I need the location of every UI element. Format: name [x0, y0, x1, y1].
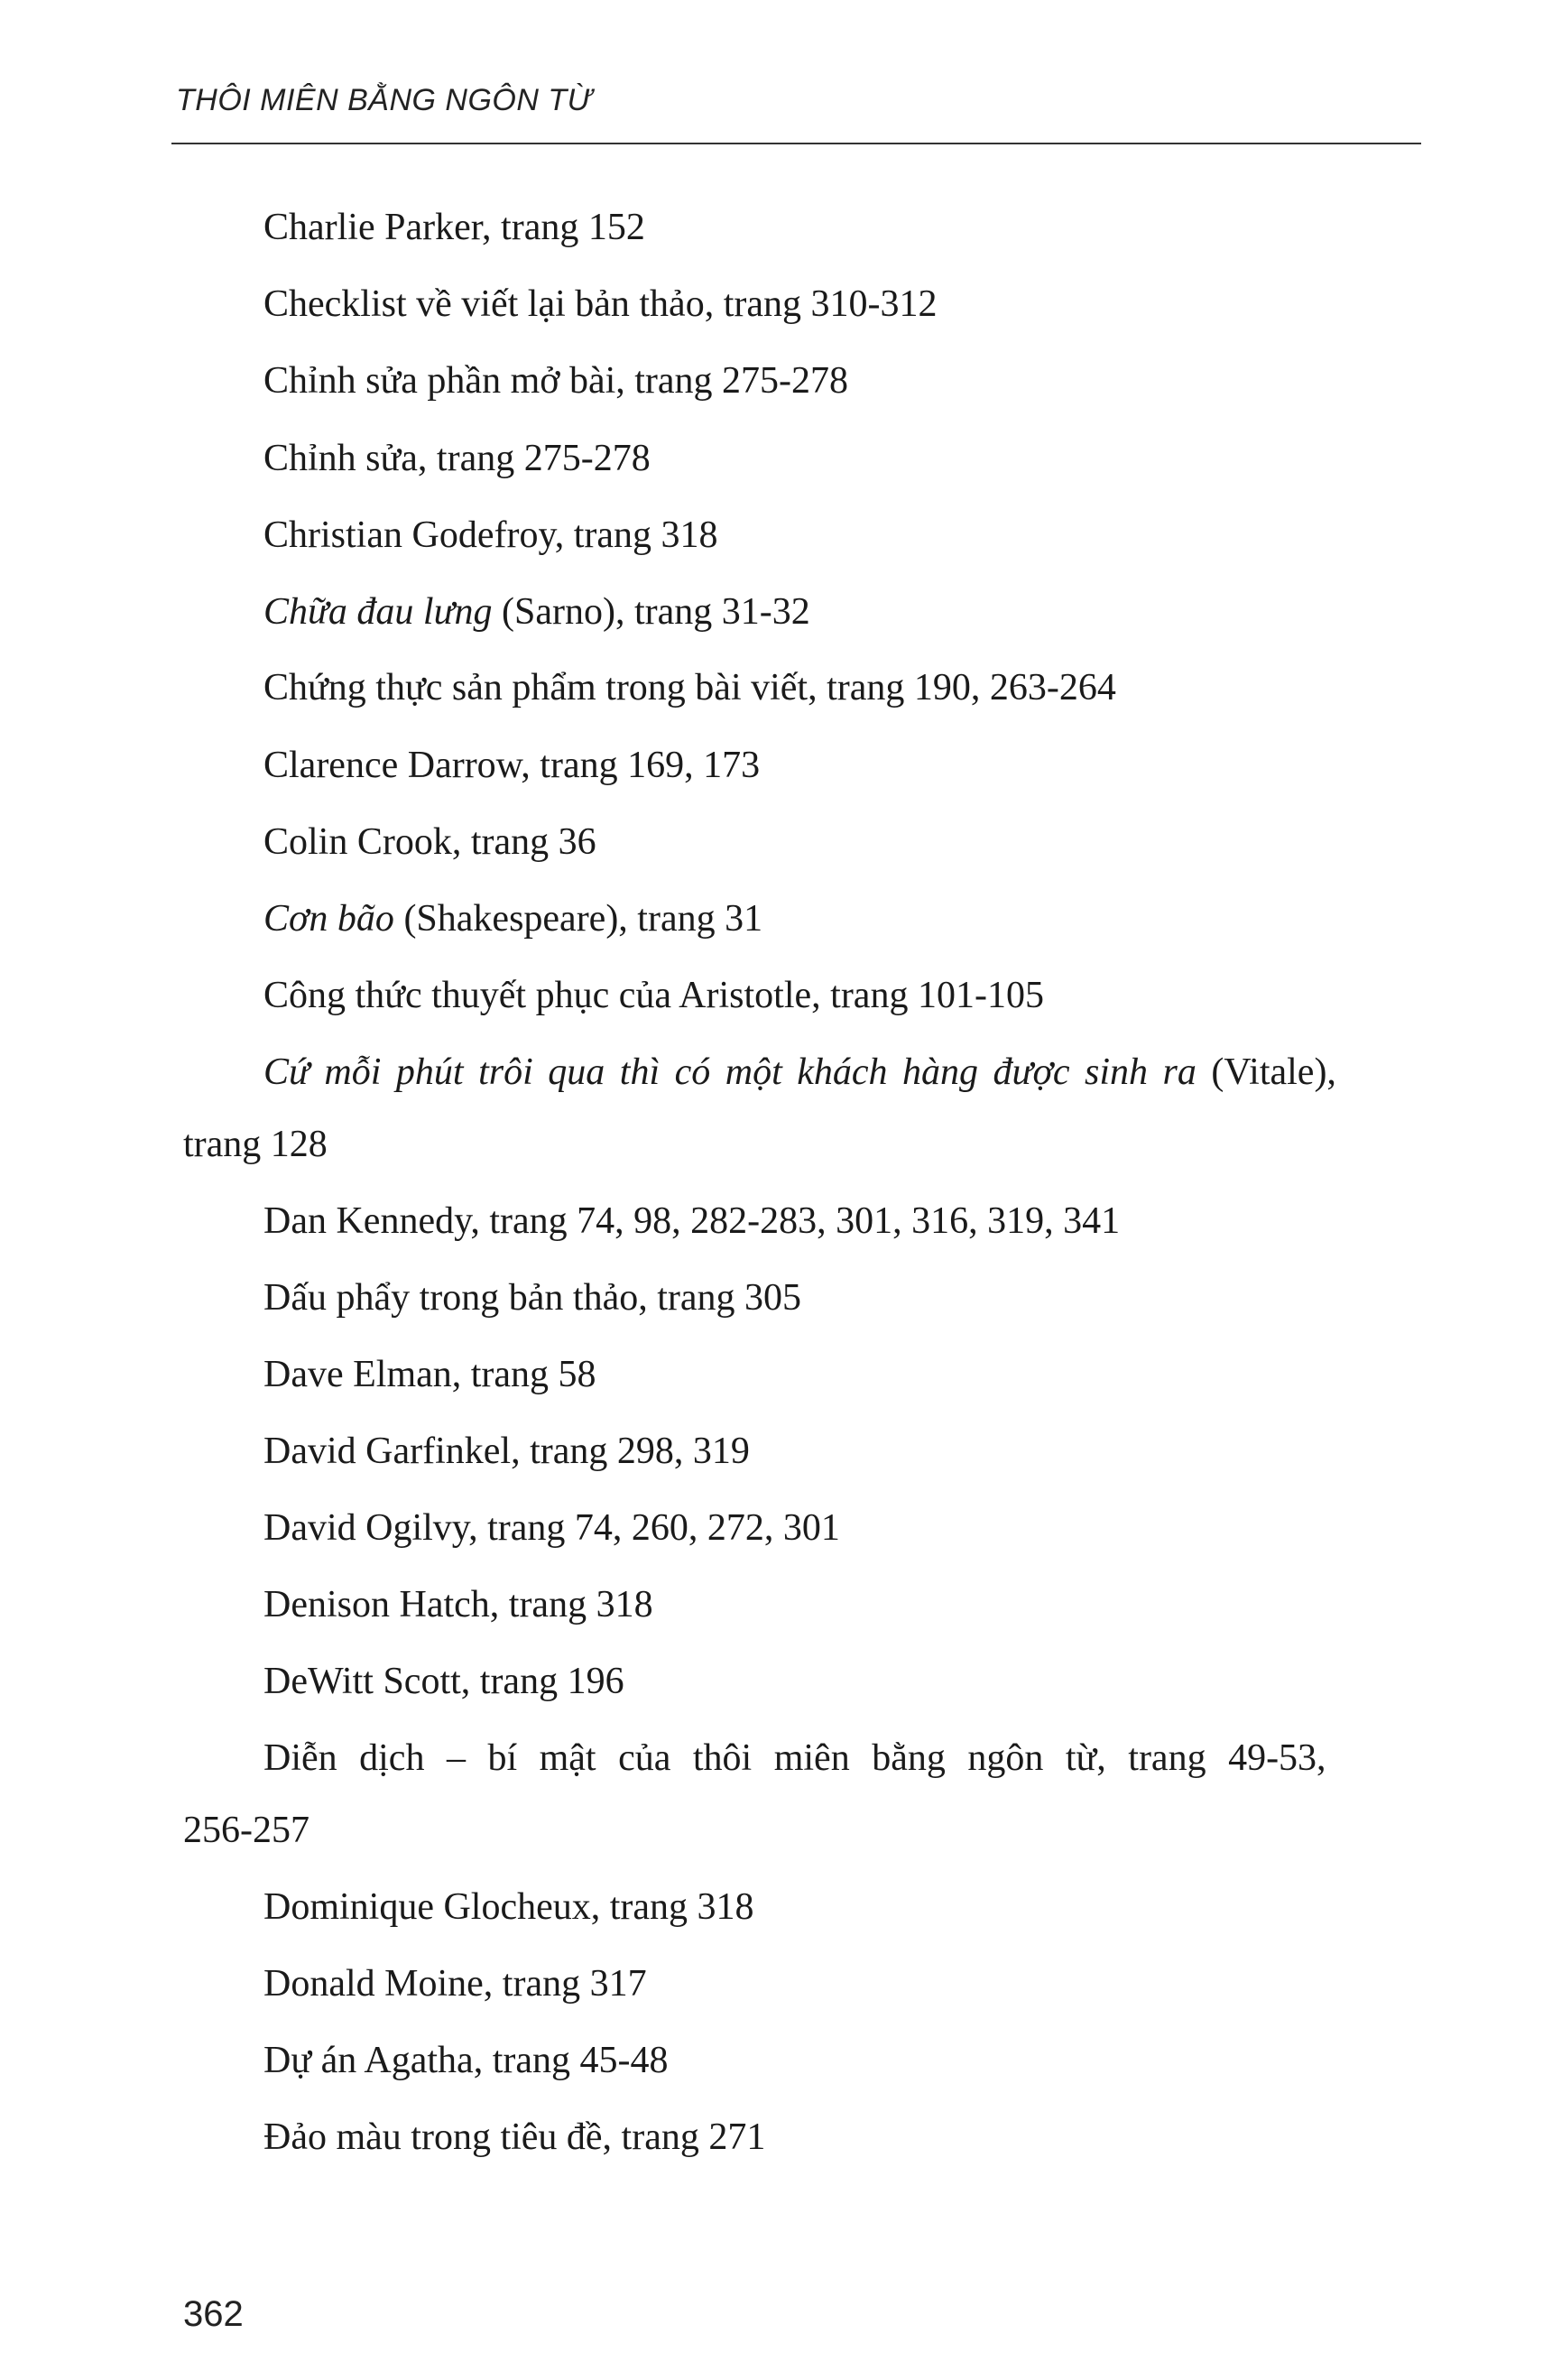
index-entry: Donald Moine, trang 317	[263, 1963, 647, 2005]
index-entry: Chỉnh sửa, trang 275-278	[263, 438, 651, 479]
index-entry: Diễn dịch – bí mật của thôi miên bằng ngôn từ, trang 49-53,	[263, 1737, 1326, 1779]
index-entry: Đảo màu trong tiêu đề, trang 271	[263, 2116, 766, 2158]
index-entry: Dấu phẩy trong bản thảo, trang 305	[263, 1277, 802, 1319]
header-rule	[171, 143, 1421, 144]
index-entry	[263, 576, 1428, 648]
entry-rest: (Sarno), trang 31-32	[492, 591, 810, 633]
running-header: THÔI MIÊN BẰNG NGÔN TỪ	[176, 83, 593, 117]
index-entry: Christian Godefroy, trang 318	[263, 514, 718, 556]
index-entry: Dan Kennedy, trang 74, 98, 282-283, 301, 316, 319, 341	[263, 1200, 1121, 1242]
entry-continuation: 256-257	[183, 1810, 310, 1851]
page-number: 362	[183, 2294, 244, 2334]
index-entry: Dominique Glocheux, trang 318	[263, 1886, 754, 1928]
entry-continuation: trang 128	[183, 1124, 328, 1165]
index-entry: Dự án Agatha, trang 45-48	[263, 2040, 669, 2081]
index-entry: DeWitt Scott, trang 196	[263, 1661, 624, 1702]
book-title: Cứ mỗi phút trôi qua thì có một khách hàng được sinh ra	[263, 1051, 1197, 1093]
index-entry: Charlie Parker, trang 152	[263, 207, 645, 248]
index-entry: Denison Hatch, trang 318	[263, 1584, 653, 1625]
index-entry: Clarence Darrow, trang 169, 173	[263, 745, 761, 786]
index-entry	[263, 1036, 1428, 1108]
book-title: Cơn bão	[263, 898, 394, 940]
entry-rest: (Shakespeare), trang 31	[393, 898, 763, 940]
index-entry: Công thức thuyết phục của Aristotle, trang 101-105	[263, 975, 1044, 1016]
index-entry	[263, 883, 1428, 955]
entry-rest: (Vitale),	[1196, 1051, 1336, 1093]
index-entry: Checklist về viết lại bản thảo, trang 310-312	[263, 283, 938, 325]
index-entry: David Garfinkel, trang 298, 319	[263, 1431, 750, 1472]
book-title: Chữa đau lưng	[263, 591, 493, 633]
index-entry: David Ogilvy, trang 74, 260, 272, 301	[263, 1507, 840, 1549]
index-entry: Colin Crook, trang 36	[263, 821, 596, 863]
index-entry: Chỉnh sửa phần mở bài, trang 275-278	[263, 360, 849, 402]
index-entry: Dave Elman, trang 58	[263, 1354, 596, 1395]
index-entry: Chứng thực sản phẩm trong bài viết, trang 190, 263-264	[263, 667, 1116, 708]
